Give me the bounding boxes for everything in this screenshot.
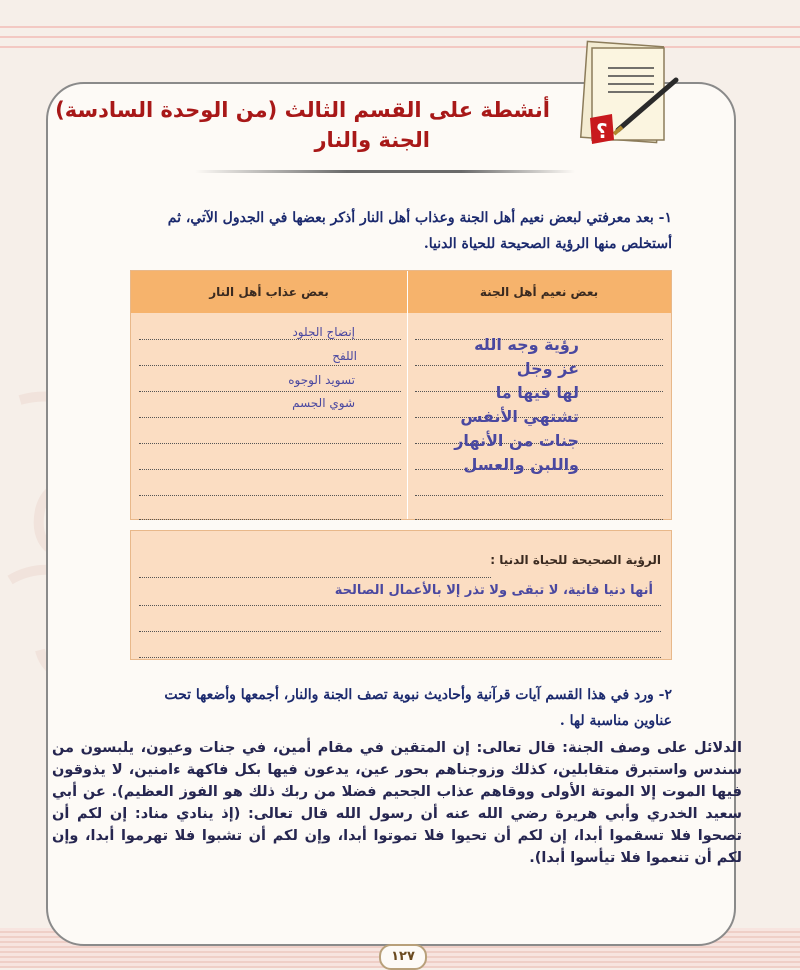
page-title xyxy=(55,96,550,154)
title-line-2: الجنة والنار xyxy=(314,128,430,152)
question-2: ٢- ورد في هذا القسم آيات قرآنية وأحاديث نبوية تصف الجنة والنار، أجمعها وأضعها تحت عناوين مناسبة لها . xyxy=(164,687,672,729)
vision-box xyxy=(130,530,672,660)
title-line-1: أنشطة على القسم الثالث (من الوحدة السادسة) xyxy=(55,98,550,122)
dotted-line xyxy=(139,551,491,578)
svg-text:؟: ؟ xyxy=(596,119,608,143)
bg-stripe xyxy=(0,36,800,38)
dotted-line xyxy=(139,365,401,392)
col-header-paradise: بعض نعيم أهل الجنة xyxy=(479,285,599,299)
hell-answer: إنضاج الجلود xyxy=(292,325,355,339)
paradise-answer: واللبن والعسل xyxy=(463,455,579,474)
paradise-answer: عز وجل xyxy=(516,359,579,378)
dotted-line xyxy=(139,391,401,418)
dotted-line xyxy=(139,417,401,444)
dotted-line xyxy=(139,469,401,496)
table-header xyxy=(131,271,671,313)
handwritten-answer: الدلائل على وصف الجنة: قال تعالى: إن المتقين في مقام أمين، في جنات وعيون، يلبسون من سندس واستبرق متقابلين، كذلك وزوجناهم بحور عين، يدعون فيها بكل فاكهة ءامنين، لا يذوقون فيها الموت إلا الموتة الأولى ووقاهم عذاب الجحيم فضلا من ربك ذلك هو الفوز العظيم). عن أبي سعيد الخدري وأبي هريرة رضي الله عنه أن رسول الله قال تعالى: (إذ ينادي مناد: إن لكم أن تصحوا فلا تسقموا أبدا، إن لكم أن تحيوا فلا تموتوا أبدا، وإن لكم أن تشبوا فلا تهرموا أبدا، وإن لكم أن تنعموا فلا تيأسوا أبدا). xyxy=(52,740,742,866)
vision-label: الرؤية الصحيحة للحياة الدنيا : xyxy=(490,553,661,567)
paradise-answer: تشتهي الأنفس xyxy=(460,407,579,426)
column-separator xyxy=(407,271,408,519)
hell-answer: اللفح xyxy=(332,349,357,363)
dotted-line xyxy=(139,605,661,632)
col-header-hellfire: بعض عذاب أهل النار xyxy=(209,285,329,299)
page-number: ١٢٧ xyxy=(379,944,427,970)
paradise-answer: جنات من الأنهار xyxy=(454,431,579,450)
dotted-line xyxy=(139,443,401,470)
vision-answer: أنها دنيا فانية، لا تبقى ولا تذر إلا بالأعمال الصالحة xyxy=(334,583,653,598)
dotted-line xyxy=(139,631,661,658)
hell-answer: تسويد الوجوه xyxy=(288,373,355,387)
note-pen-icon xyxy=(578,40,682,152)
question-1: ١- بعد معرفتي لبعض نعيم أهل الجنة وعذاب أهل النار أذكر بعضها في الجدول الآتي، ثم أستخلص منها الرؤية الصحيحة للحياة الدنيا. xyxy=(167,210,672,252)
bg-stripe xyxy=(0,26,800,28)
paradise-answer: لها فيها ما xyxy=(495,383,579,402)
dotted-line xyxy=(139,493,401,520)
hell-answer: شوي الجسم xyxy=(292,396,355,410)
paradise-answer: رؤية وجه الله xyxy=(474,335,579,354)
answer-table xyxy=(130,270,672,520)
dotted-line xyxy=(139,339,401,366)
dotted-line xyxy=(139,313,401,340)
dotted-line xyxy=(415,493,663,520)
title-divider xyxy=(195,170,575,173)
